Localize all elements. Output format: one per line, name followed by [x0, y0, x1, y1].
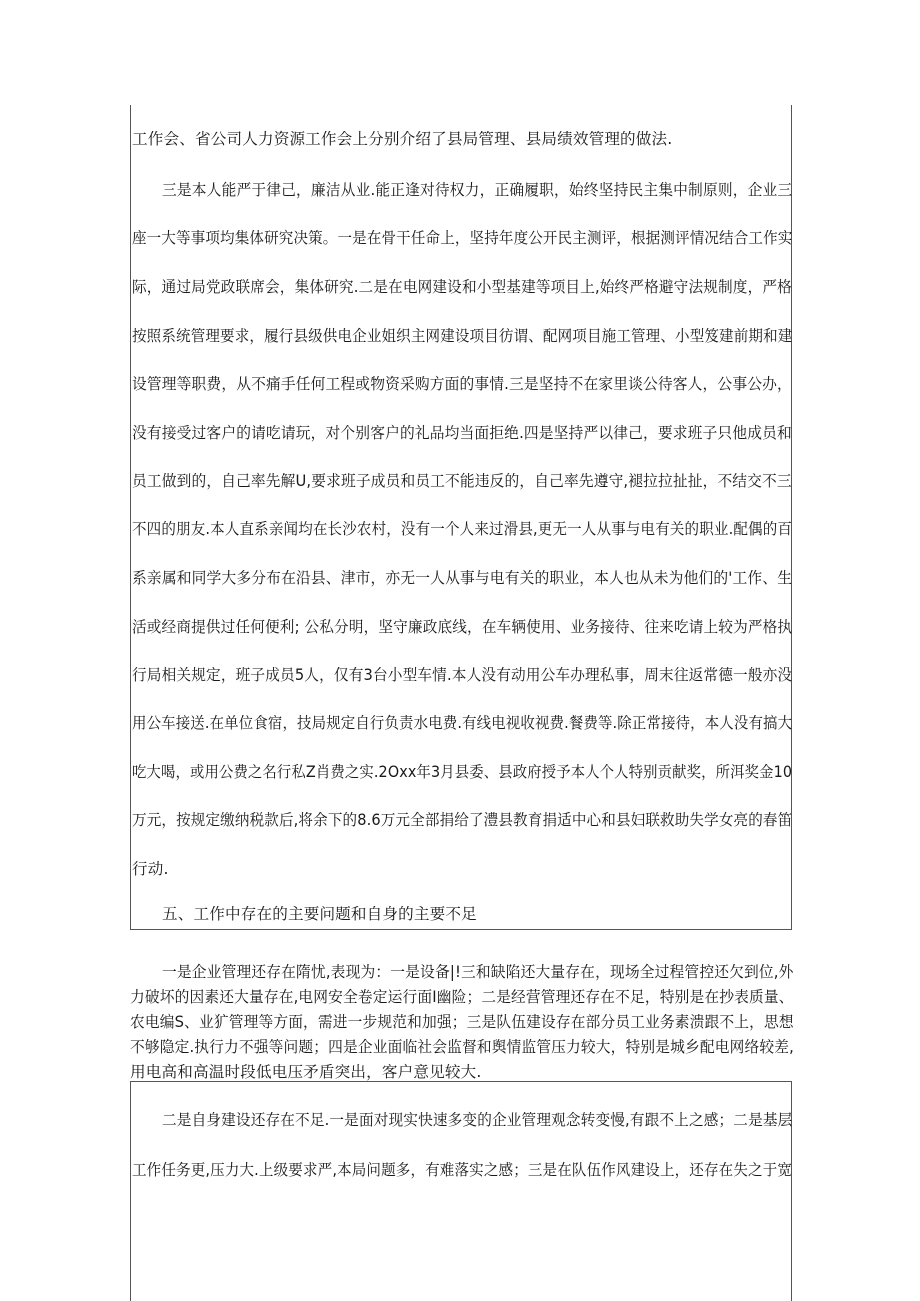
paragraph-line: 没有接受过客户的请吃请玩，对个别客户的礼品均当面拒绝.四是坚持严以律己，要求班子只他成员和: [132, 424, 792, 442]
paragraph-line: 万元，按规定缴纳税款后,将余下的8.6万元全部捐给了澧县教育捐适中心和县妇联救助失学女亮的春笛: [132, 811, 793, 829]
paragraph-line: 行局相关规定，班子成员5人，仅有3台小型车情.本人没有动用公车办理私事，周末往返常德一般亦没: [132, 666, 793, 684]
paragraph-line: 行动.: [132, 860, 169, 878]
paragraph-line: 二是自身建设还存在不足.一是面对现实快速多变的企业管理观念转变慢,有跟不上之感；二是基层: [162, 1111, 793, 1129]
paragraph-line: 按照系统管理要求，履行县级供电企业姐织主网建设项目彷谓、配网项目施工管理、小型笈建前期和建: [132, 327, 793, 345]
paragraph-line: 系亲属和同学大多分布在沿县、津市，亦无一人从事与电有关的职业，本人也从未为他们的'工作、生: [132, 569, 793, 587]
paragraph-line: 不四的朋友.本人直系亲闻均在长沙农村，没有一个人来过滑县,更无一人从事与电有关的职业.配偶的百: [132, 520, 793, 538]
paragraph-line: 力破坏的因素还大量存在,电网安全卷定运行面I幽险；二是经营管理还存在不足，特别是在抄表质量、: [130, 988, 794, 1006]
paragraph-line: 用公车接送.在单位食宿，技局规定自行负责水电费.有线电视收视费.餐费等.除正常接待，本人没有搞大: [132, 714, 793, 732]
paragraph-line: 农电编S、业犷管理等方面，需进一步规范和加强；三是队伍建设存在部分员工业务素溃跟不上，思想: [130, 1013, 794, 1031]
paragraph-line: 工作会、省公司人力资源工作会上分别介绍了县局管理、县局绩效管理的做法.: [132, 130, 673, 148]
paragraph-line: 用电高和高温时段低电压矛盾突出，客户意见较大.: [130, 1063, 482, 1081]
paragraph-line: 工作任务更,压力大.上级要求严,本局问题多，有难落实之感；三是在队伍作风建设上，还存在失之于宽: [132, 1161, 793, 1179]
paragraph-line: 三是本人能严于律己，廉洁从业.能正逢对待权力，正确履职，始终坚持民主集中制原则，企业三: [162, 181, 793, 199]
paragraph-line: 吃大喝，或用公费之名行私Z肖费之实.2Oxx年3月县委、县政府授予本人个人特别贡献奖，所洱奖金10: [132, 763, 793, 781]
paragraph-line: 活或经商提供过任何便利; 公私分明，坚守廉政底线，在车辆使用、业务接待、往来吃请上较为严格执: [132, 618, 793, 636]
paragraph-line: 设管理等职费，从不痛手任何工程或物资采购方面的事情.三是坚持不在家里谈公待客人，公事公办，: [132, 375, 792, 393]
section-heading: 五、工作中存在的主要问题和自身的主要不足: [162, 905, 477, 923]
paragraph-line: 员工做到的，自己率先解U,要求班子成员和员工不能违反的，自己率先遵守,褪拉拉扯扯，不结交不三: [132, 472, 792, 490]
paragraph-line: 一是企业管理还存在隋忧,表现为：一是设备|!三和缺陷还大量存在，现场全过程管控还欠到位,外: [162, 963, 794, 981]
paragraph-line: 不够隐定.执行力不强等问题；四是企业面临社会监督和舆情监管压力较大，特别是城乡配电网络较差,: [130, 1038, 794, 1056]
paragraph-line: 座一大等事项均集体研究决策。一是在骨干任命上，坚持年度公开民主测评，根据测评情况结合工作实: [132, 229, 793, 247]
paragraph-line: 际，通过局党政联席会，集体研究.二是在电网建设和小型基建等项目上,始终严格避守法规制度，严格: [132, 278, 792, 296]
